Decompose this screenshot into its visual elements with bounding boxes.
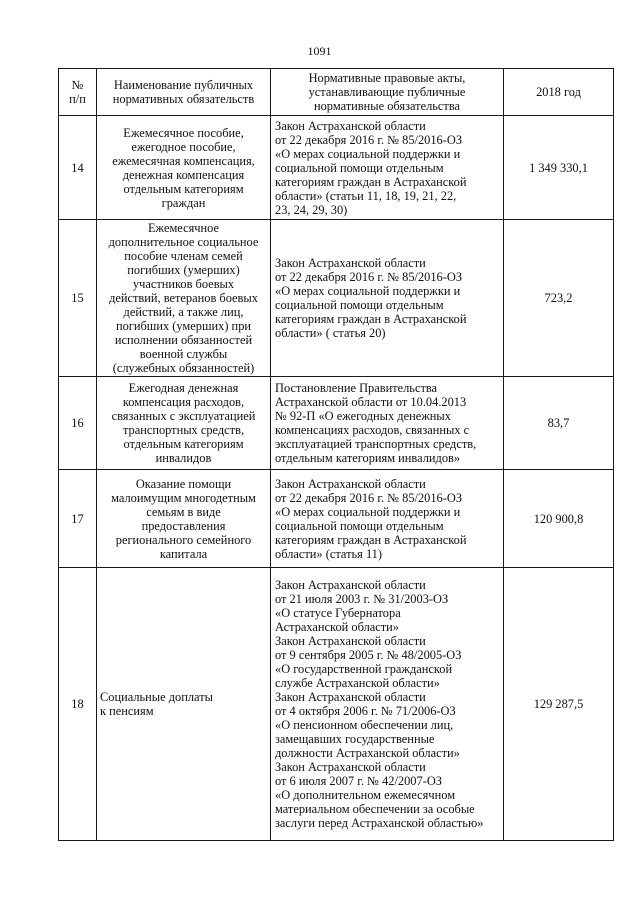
text-line: Оказание помощи — [135, 476, 232, 491]
header-text: Нормативные правовые акты, — [308, 71, 466, 85]
header-year — [504, 69, 614, 116]
header-acts — [271, 69, 504, 116]
text-line: Астраханской области» — [275, 620, 399, 634]
text-line: связанных с эксплуатацией — [111, 409, 256, 423]
text-line: заслуги перед Астраханской областью» — [275, 816, 484, 830]
text-line: Социальные доплаты — [100, 690, 213, 704]
text-line: Ежемесячное пособие, — [123, 125, 244, 140]
legal-acts — [271, 470, 504, 568]
text-line: Закон Астраханской области — [275, 118, 426, 133]
text-line: «О государственной гражданской — [275, 662, 453, 676]
text-line: Закон Астраханской области — [275, 476, 426, 491]
text-line: № 92-П «О ежегодных денежных — [275, 409, 451, 423]
table-row — [59, 377, 614, 470]
amount-2018: 83,7 — [504, 377, 614, 470]
obligation-name — [97, 470, 271, 568]
row-number: 17 — [59, 470, 97, 568]
text-line: эксплуатацией транспортных средств, — [275, 437, 477, 451]
text-line: транспортных средств, — [122, 423, 245, 437]
header-text: нормативных обязательств — [112, 92, 255, 106]
text-line: Закон Астраханской области — [275, 690, 426, 704]
header-text: № — [71, 78, 84, 92]
header-number — [59, 69, 97, 116]
text-line: Закон Астраханской области — [275, 634, 426, 648]
text-line: от 22 декабря 2016 г. № 85/2016-ОЗ — [275, 270, 463, 284]
table-row — [59, 470, 614, 568]
text-line: «О пенсионном обеспечении лиц, — [275, 718, 454, 732]
header-text: 2018 год — [536, 85, 581, 99]
text-line: категориям граждан в Астраханской — [275, 312, 467, 326]
text-line: «О мерах социальной поддержки и — [275, 284, 461, 298]
text-line: социальной помощи отдельным — [275, 518, 444, 533]
table-header-row — [59, 69, 614, 116]
text-line: предоставления — [141, 518, 226, 533]
text-line: военной службы — [139, 347, 228, 361]
text-line: малоимущим многодетным — [111, 490, 256, 505]
text-line: «О мерах социальной поддержки и — [275, 504, 461, 519]
text-line: погибших (умерших) при — [115, 319, 252, 333]
text-line: должности Астраханской области» — [275, 746, 460, 760]
text-line: замещавших государственные — [275, 732, 435, 746]
text-line: граждан — [161, 195, 206, 210]
text-line: социальной помощи отдельным — [275, 298, 444, 312]
obligation-name — [97, 377, 271, 470]
text-line: отдельным категориям — [123, 437, 244, 451]
text-line: ежегодное пособие, — [131, 139, 236, 154]
text-line: ежемесячная компенсация, — [112, 153, 255, 168]
text-line: исполнении обязанностей — [114, 333, 253, 347]
text-line: службе Астраханской области» — [275, 676, 440, 690]
text-line: пособие членам семей — [124, 249, 243, 263]
text-line: семьям в виде — [146, 504, 221, 519]
amount-2018: 723,2 — [504, 220, 614, 377]
text-line: социальной помощи отдельным — [275, 160, 444, 175]
header-text: нормативные обязательства — [313, 99, 461, 113]
row-number: 16 — [59, 377, 97, 470]
text-line: области» ( статья 20) — [275, 326, 386, 340]
text-line: области» (статья 11) — [275, 546, 383, 561]
text-line: Закон Астраханской области — [275, 578, 426, 592]
amount-2018: 129 287,5 — [504, 568, 614, 841]
text-line: отдельным категориям инвалидов» — [275, 451, 461, 465]
legal-acts — [271, 116, 504, 220]
text-line: (служебных обязанностей) — [112, 361, 255, 375]
text-line: 23, 24, 29, 30) — [275, 202, 348, 217]
obligation-name — [97, 220, 271, 377]
text-line: «О мерах социальной поддержки и — [275, 146, 461, 161]
legal-acts — [271, 568, 504, 841]
text-line: категориям граждан в Астраханской — [275, 174, 467, 189]
text-line: категориям граждан в Астраханской — [275, 532, 467, 547]
text-line: области» (статьи 11, 18, 19, 21, 22, — [275, 188, 457, 203]
table-row — [59, 116, 614, 220]
text-line: от 21 июля 2003 г. № 31/2003-ОЗ — [275, 592, 449, 606]
obligation-name — [97, 116, 271, 220]
table-row — [59, 568, 614, 841]
row-number: 15 — [59, 220, 97, 377]
header-text: п/п — [69, 92, 86, 106]
text-line: компенсация расходов, — [122, 395, 245, 409]
header-text: устанавливающие публичные — [308, 85, 466, 99]
text-line: «О статусе Губернатора — [275, 606, 401, 620]
text-line: от 22 декабря 2016 г. № 85/2016-ОЗ — [275, 132, 463, 147]
text-line: компенсациях расходов, связанных с — [275, 423, 470, 437]
amount-2018: 1 349 330,1 — [504, 116, 614, 220]
legal-acts — [271, 377, 504, 470]
text-line: от 4 октября 2006 г. № 71/2006-ОЗ — [275, 704, 456, 718]
table-row — [59, 220, 614, 377]
text-line: участников боевых — [132, 277, 235, 291]
page-number: 1091 — [307, 44, 332, 58]
text-line: капитала — [159, 546, 208, 561]
text-line: дополнительное социальное — [108, 235, 259, 249]
text-line: Закон Астраханской области — [275, 256, 426, 270]
text-line: от 9 сентября 2005 г. № 48/2005-ОЗ — [275, 648, 462, 662]
header-text: Наименование публичных — [113, 78, 254, 92]
text-line: действий, ветеранов боевых — [109, 291, 258, 305]
text-line: к пенсиям — [100, 704, 154, 718]
row-number: 18 — [59, 568, 97, 841]
text-line: отдельным категориям — [123, 181, 244, 196]
header-name — [97, 69, 271, 116]
text-line: инвалидов — [155, 451, 212, 465]
text-line: от 6 июля 2007 г. № 42/2007-ОЗ — [275, 774, 442, 788]
text-line: регионального семейного — [115, 532, 252, 547]
text-line: Ежемесячное — [147, 221, 220, 235]
text-line: материальном обеспечении за особые — [275, 802, 475, 816]
text-line: денежная компенсация — [122, 167, 245, 182]
row-number: 14 — [59, 116, 97, 220]
text-line: действий, а также лиц, — [123, 305, 244, 319]
obligation-name — [97, 568, 271, 841]
amount-2018: 120 900,8 — [504, 470, 614, 568]
text-line: погибших (умерших) — [127, 263, 240, 277]
text-line: Постановление Правительства — [275, 381, 438, 395]
obligations-table — [58, 68, 614, 841]
text-line: от 22 декабря 2016 г. № 85/2016-ОЗ — [275, 490, 463, 505]
legal-acts — [271, 220, 504, 377]
text-line: «О дополнительном ежемесячном — [275, 788, 456, 802]
text-line: Ежегодная денежная — [128, 381, 239, 395]
text-line: Астраханской области от 10.04.2013 — [275, 395, 467, 409]
text-line: Закон Астраханской области — [275, 760, 426, 774]
